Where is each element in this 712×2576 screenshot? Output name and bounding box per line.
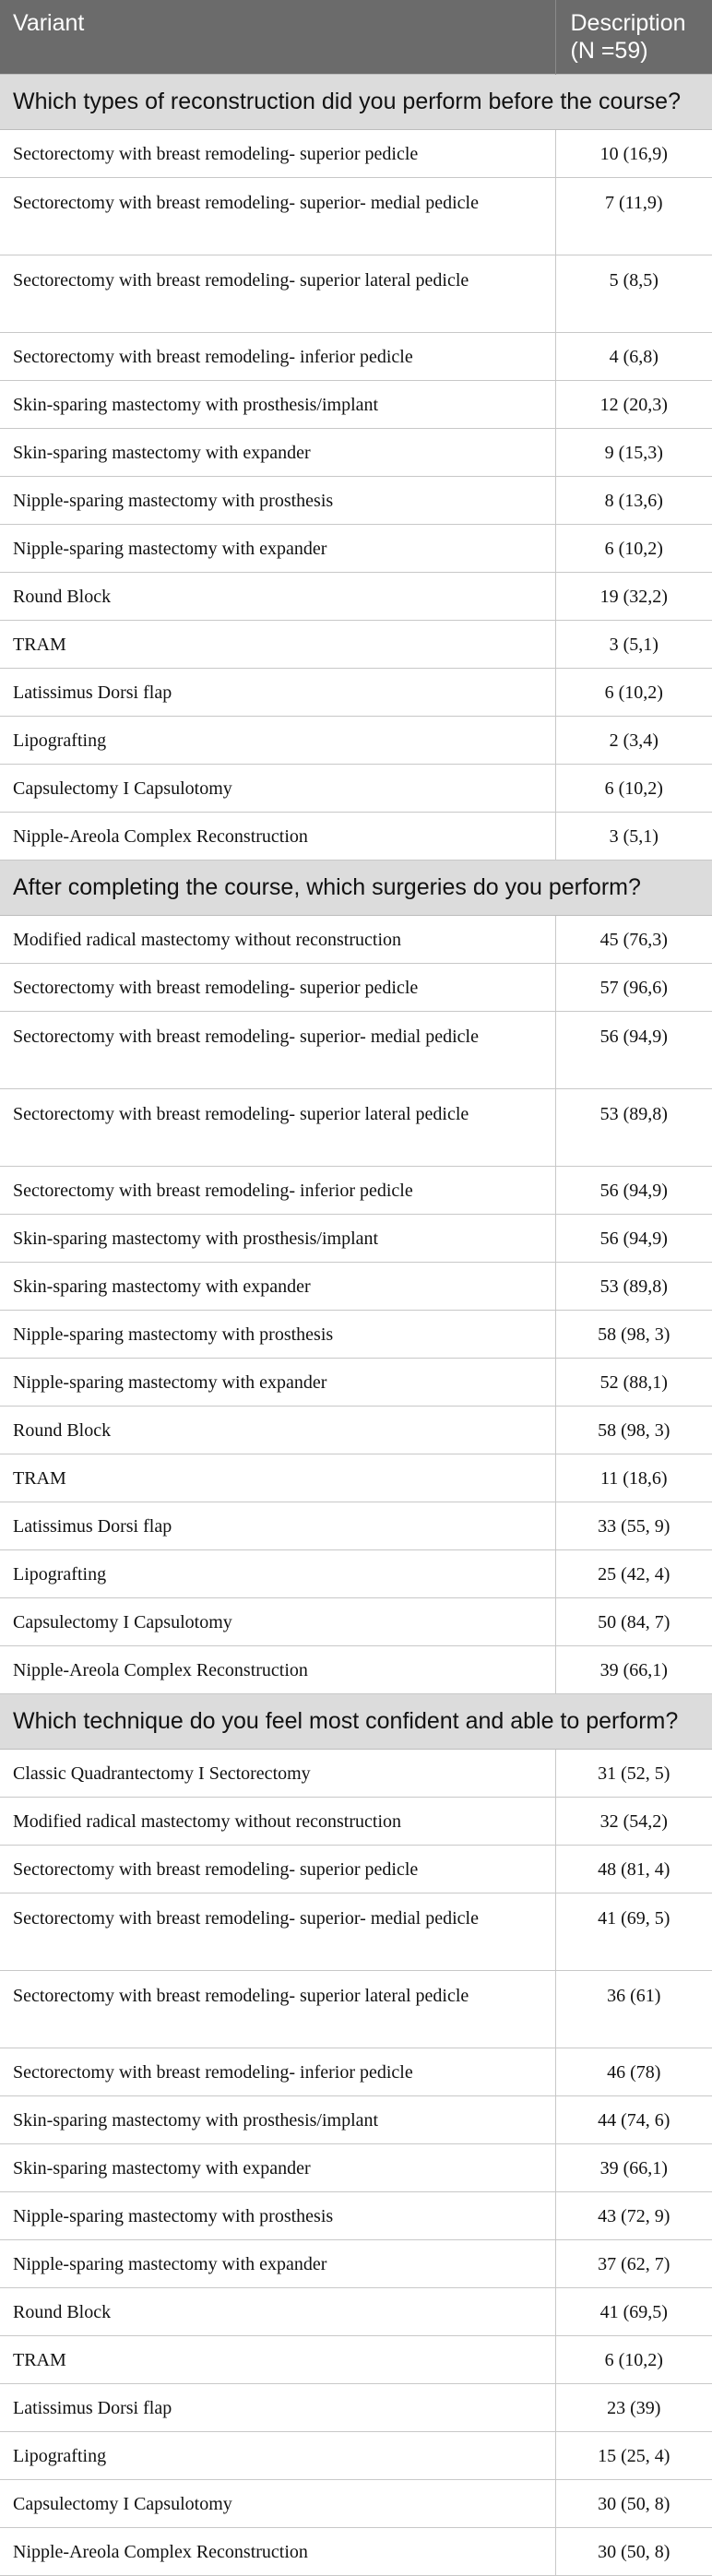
row-label: Capsulectomy I Capsulotomy xyxy=(0,1598,555,1646)
table-row xyxy=(0,2288,712,2336)
table-row xyxy=(0,333,712,381)
row-value: 39 (66,1) xyxy=(555,2144,712,2192)
row-label: Sectorectomy with breast remodeling- superior pedicle xyxy=(0,130,555,178)
table-row xyxy=(0,2240,712,2288)
row-label: Nipple-sparing mastectomy with prosthesis xyxy=(0,2192,555,2240)
table-row xyxy=(0,1311,712,1359)
row-value: 6 (10,2) xyxy=(555,2336,712,2384)
row-label: Sectorectomy with breast remodeling- superior- medial pedicle xyxy=(0,1012,555,1089)
row-value: 10 (16,9) xyxy=(555,130,712,178)
table-row xyxy=(0,2144,712,2192)
section-header-row xyxy=(0,75,712,130)
section-title: After completing the course, which surgeries do you perform? xyxy=(0,861,712,916)
row-label: Nipple-sparing mastectomy with expander xyxy=(0,525,555,573)
row-label: Lipografting xyxy=(0,1550,555,1598)
table-row xyxy=(0,1263,712,1311)
row-label: Sectorectomy with breast remodeling- superior pedicle xyxy=(0,1846,555,1893)
row-label: Skin-sparing mastectomy with prosthesis/implant xyxy=(0,1215,555,1263)
row-value: 53 (89,8) xyxy=(555,1263,712,1311)
table-row xyxy=(0,573,712,621)
table-row xyxy=(0,765,712,813)
row-value: 56 (94,9) xyxy=(555,1167,712,1215)
row-value: 37 (62, 7) xyxy=(555,2240,712,2288)
table-row xyxy=(0,1359,712,1407)
row-label: TRAM xyxy=(0,2336,555,2384)
table-row xyxy=(0,429,712,477)
row-label: Lipografting xyxy=(0,717,555,765)
row-label: Sectorectomy with breast remodeling- superior pedicle xyxy=(0,964,555,1012)
row-label: TRAM xyxy=(0,621,555,669)
row-label: TRAM xyxy=(0,1454,555,1502)
row-value: 15 (25, 4) xyxy=(555,2432,712,2480)
row-value: 25 (42, 4) xyxy=(555,1550,712,1598)
row-label: Nipple-Areola Complex Reconstruction xyxy=(0,813,555,861)
table-row xyxy=(0,1502,712,1550)
row-label: Skin-sparing mastectomy with prosthesis/implant xyxy=(0,2096,555,2144)
header-row xyxy=(0,0,712,75)
table-row xyxy=(0,813,712,861)
column-header-variant: Variant xyxy=(0,0,555,75)
row-value: 6 (10,2) xyxy=(555,765,712,813)
table-row xyxy=(0,964,712,1012)
row-label: Skin-sparing mastectomy with prosthesis/implant xyxy=(0,381,555,429)
section-title: Which technique do you feel most confident and able to perform? xyxy=(0,1694,712,1750)
row-label: Skin-sparing mastectomy with expander xyxy=(0,2144,555,2192)
row-label: Sectorectomy with breast remodeling- superior lateral pedicle xyxy=(0,1971,555,2048)
column-header-description xyxy=(555,0,712,75)
table-row xyxy=(0,178,712,255)
row-value: 33 (55, 9) xyxy=(555,1502,712,1550)
table-header xyxy=(0,0,712,75)
table-row xyxy=(0,2384,712,2432)
row-label: Capsulectomy I Capsulotomy xyxy=(0,2480,555,2528)
table-row xyxy=(0,130,712,178)
row-value: 41 (69,5) xyxy=(555,2288,712,2336)
row-label: Modified radical mastectomy without reconstruction xyxy=(0,1798,555,1846)
row-value: 56 (94,9) xyxy=(555,1215,712,1263)
section-header-row xyxy=(0,861,712,916)
row-value: 32 (54,2) xyxy=(555,1798,712,1846)
table-row xyxy=(0,2048,712,2096)
row-value: 43 (72, 9) xyxy=(555,2192,712,2240)
row-value: 4 (6,8) xyxy=(555,333,712,381)
row-value: 12 (20,3) xyxy=(555,381,712,429)
row-value: 19 (32,2) xyxy=(555,573,712,621)
table-row xyxy=(0,1598,712,1646)
row-label: Sectorectomy with breast remodeling- inferior pedicle xyxy=(0,333,555,381)
table-row xyxy=(0,2096,712,2144)
table-row xyxy=(0,2336,712,2384)
row-value: 50 (84, 7) xyxy=(555,1598,712,1646)
row-value: 45 (76,3) xyxy=(555,916,712,964)
row-value: 30 (50, 8) xyxy=(555,2480,712,2528)
row-label: Modified radical mastectomy without reconstruction xyxy=(0,916,555,964)
row-value: 53 (89,8) xyxy=(555,1089,712,1167)
description-header-line2: (N =59) xyxy=(570,38,648,64)
table-row xyxy=(0,1089,712,1167)
section-header-row xyxy=(0,1694,712,1750)
row-value: 11 (18,6) xyxy=(555,1454,712,1502)
row-label: Round Block xyxy=(0,1407,555,1454)
row-label: Nipple-Areola Complex Reconstruction xyxy=(0,1646,555,1694)
row-label: Latissimus Dorsi flap xyxy=(0,2384,555,2432)
row-value: 58 (98, 3) xyxy=(555,1407,712,1454)
table-row xyxy=(0,669,712,717)
row-label: Sectorectomy with breast remodeling- superior lateral pedicle xyxy=(0,255,555,333)
table-row xyxy=(0,1215,712,1263)
table-row xyxy=(0,2192,712,2240)
row-label: Round Block xyxy=(0,573,555,621)
table-row xyxy=(0,381,712,429)
row-label: Nipple-sparing mastectomy with prosthesis xyxy=(0,477,555,525)
row-label: Nipple-Areola Complex Reconstruction xyxy=(0,2528,555,2576)
table-row xyxy=(0,1971,712,2048)
row-value: 3 (5,1) xyxy=(555,621,712,669)
row-label: Skin-sparing mastectomy with expander xyxy=(0,429,555,477)
row-value: 8 (13,6) xyxy=(555,477,712,525)
row-value: 6 (10,2) xyxy=(555,525,712,573)
table-row xyxy=(0,1012,712,1089)
table-row xyxy=(0,717,712,765)
table-row xyxy=(0,621,712,669)
row-label: Skin-sparing mastectomy with expander xyxy=(0,1263,555,1311)
table-row xyxy=(0,2528,712,2576)
table-body xyxy=(0,75,712,2576)
row-label: Sectorectomy with breast remodeling- inferior pedicle xyxy=(0,2048,555,2096)
table-row xyxy=(0,477,712,525)
row-value: 39 (66,1) xyxy=(555,1646,712,1694)
row-label: Nipple-sparing mastectomy with expander xyxy=(0,1359,555,1407)
description-header-line1: Description xyxy=(570,10,686,36)
table-row xyxy=(0,1167,712,1215)
row-label: Sectorectomy with breast remodeling- superior- medial pedicle xyxy=(0,1893,555,1971)
table-row xyxy=(0,1798,712,1846)
row-value: 9 (15,3) xyxy=(555,429,712,477)
row-label: Classic Quadrantectomy I Sectorectomy xyxy=(0,1750,555,1798)
row-label: Sectorectomy with breast remodeling- superior- medial pedicle xyxy=(0,178,555,255)
row-value: 31 (52, 5) xyxy=(555,1750,712,1798)
row-label: Nipple-sparing mastectomy with prosthesis xyxy=(0,1311,555,1359)
row-value: 5 (8,5) xyxy=(555,255,712,333)
row-label: Round Block xyxy=(0,2288,555,2336)
row-label: Latissimus Dorsi flap xyxy=(0,669,555,717)
table-row xyxy=(0,255,712,333)
table-row xyxy=(0,2432,712,2480)
table-row xyxy=(0,916,712,964)
table-row xyxy=(0,1646,712,1694)
row-label: Sectorectomy with breast remodeling- inferior pedicle xyxy=(0,1167,555,1215)
row-label: Capsulectomy I Capsulotomy xyxy=(0,765,555,813)
table-row xyxy=(0,1750,712,1798)
table-row xyxy=(0,1893,712,1971)
table-row xyxy=(0,525,712,573)
row-label: Lipografting xyxy=(0,2432,555,2480)
row-label: Nipple-sparing mastectomy with expander xyxy=(0,2240,555,2288)
row-value: 44 (74, 6) xyxy=(555,2096,712,2144)
section-title: Which types of reconstruction did you perform before the course? xyxy=(0,75,712,130)
row-label: Latissimus Dorsi flap xyxy=(0,1502,555,1550)
row-value: 23 (39) xyxy=(555,2384,712,2432)
table-row xyxy=(0,2480,712,2528)
row-value: 41 (69, 5) xyxy=(555,1893,712,1971)
row-value: 57 (96,6) xyxy=(555,964,712,1012)
row-value: 58 (98, 3) xyxy=(555,1311,712,1359)
row-value: 56 (94,9) xyxy=(555,1012,712,1089)
row-value: 30 (50, 8) xyxy=(555,2528,712,2576)
row-value: 46 (78) xyxy=(555,2048,712,2096)
row-value: 3 (5,1) xyxy=(555,813,712,861)
table-row xyxy=(0,1454,712,1502)
row-value: 2 (3,4) xyxy=(555,717,712,765)
table-row xyxy=(0,1550,712,1598)
table-row xyxy=(0,1846,712,1893)
table-row xyxy=(0,1407,712,1454)
row-value: 52 (88,1) xyxy=(555,1359,712,1407)
row-label: Sectorectomy with breast remodeling- superior lateral pedicle xyxy=(0,1089,555,1167)
row-value: 7 (11,9) xyxy=(555,178,712,255)
row-value: 48 (81, 4) xyxy=(555,1846,712,1893)
row-value: 6 (10,2) xyxy=(555,669,712,717)
row-value: 36 (61) xyxy=(555,1971,712,2048)
